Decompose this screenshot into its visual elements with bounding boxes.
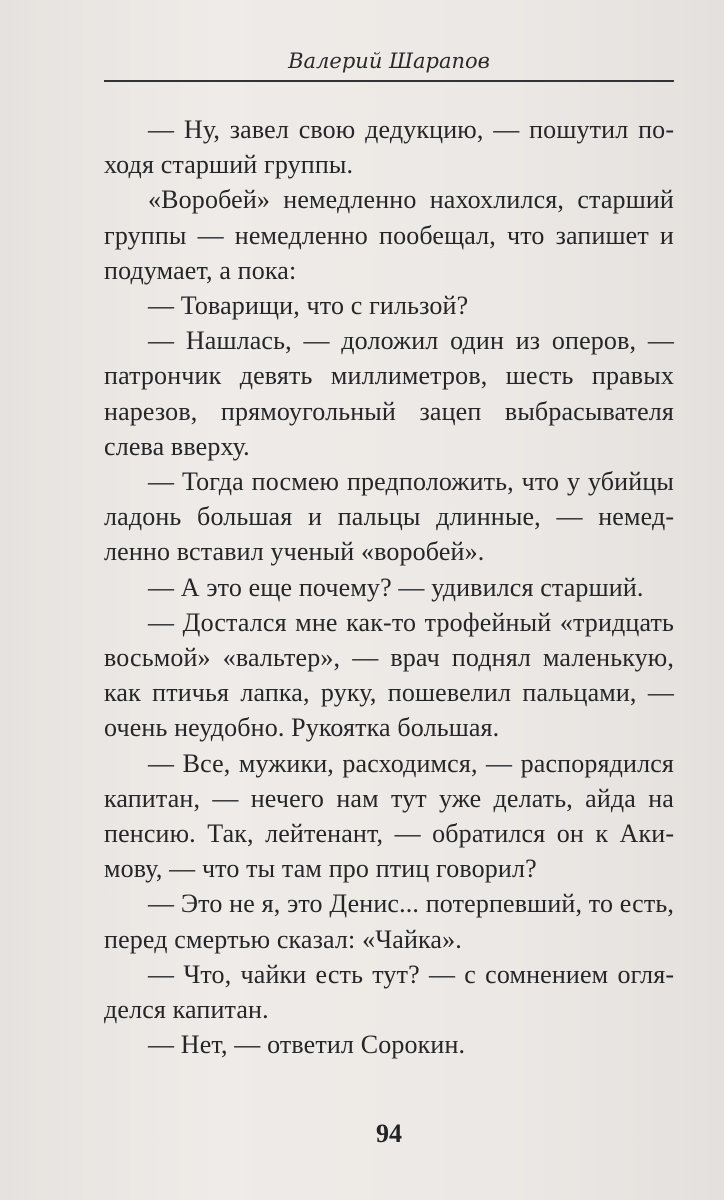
header-rule <box>104 80 674 82</box>
paragraph: — Это не я, это Денис... потерпевший, то есть, перед смертью сказал: «Чайка». <box>104 889 674 954</box>
paragraph: — А это еще почему? — удивился старший. <box>148 572 644 602</box>
paragraph: — Все, мужики, расходимся, — распорядился капитан, — нечего нам тут уже делать, айда на пенсию. Так, лейтенант, — обратился он к Акимову, — что ты там про птиц говорил? <box>104 748 674 884</box>
paragraph: — Нет, — ответил Сорокин. <box>148 1030 466 1060</box>
paragraph: — Ну, завел свою дедукцию, — пошутил походя старший группы. <box>104 115 674 180</box>
page-number: 94 <box>376 1119 402 1148</box>
paragraph: — Нашлась, — доложил один из оперов, — патрончик девять миллиметров, шесть правых нарезов, прямоугольный зацеп выбрасывателя слева вверху. <box>104 326 674 461</box>
body-text <box>104 112 674 1062</box>
paragraph: — Достался мне как-то трофейный «тридцать восьмой» «вальтер», — врач поднял маленькую, как птичья лапка, руку, пошевелил пальцами, — очень неудобно. Рукоятка большая. <box>104 607 674 743</box>
paragraph: — Тогда посмею предположить, что у убийцы ладонь большая и пальцы длинные, — немедленно вставил ученый «воробей». <box>104 467 674 567</box>
paragraph: — Что, чайки есть тут? — с сомнением огляделся капитан. <box>104 959 674 1025</box>
running-head-author: Валерий Шарапов <box>288 49 490 73</box>
paragraph: «Воробей» немедленно нахохлился, старший группы — немедленно пообещал, что запишет и подумает, а пока: <box>104 185 674 285</box>
paragraph: — Товарищи, что с гильзой? <box>148 291 469 321</box>
